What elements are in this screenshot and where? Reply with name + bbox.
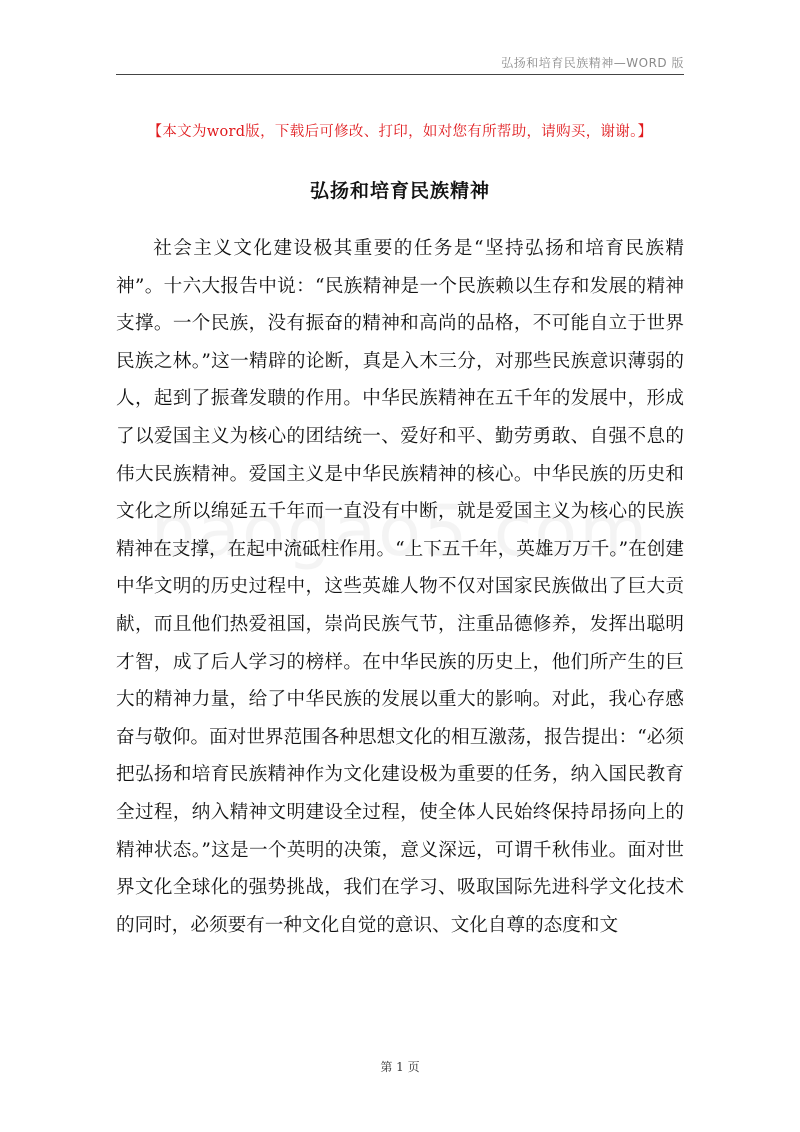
document-title: 弘扬和培育民族精神 xyxy=(309,180,490,202)
page-number: 第 1 页 xyxy=(380,1060,420,1074)
running-header: 弘扬和培育民族精神—WORD 版 xyxy=(501,56,684,70)
download-notice: 【本文为word版，下载后可修改、打印，如对您有所帮助，请购买，谢谢。】 xyxy=(147,124,653,140)
header-divider xyxy=(116,74,684,75)
body-paragraph: 社会主义文化建设极其重要的任务是“坚持弘扬和培育民族精神”。十六大报告中说：“民族精神是一个民族赖以生存和发展的精神支撑。一个民族，没有振奋的精神和高尚的品格，不可能自立于世界民族之林。”这一精辟的论断，真是入木三分，对那些民族意识薄弱的人，起到了振聋发聩的作用。中华民族精神在五千年的发展中，形成了以爱国主义为核心的团结统一、爱好和平、勤劳勇敢、自强不息的伟大民族精神。爱国主义是中华民族精神的核心。中华民族的历史和文化之所以绵延五千年而一直没有中断，就是爱国主义为核心的民族精神在支撑，在起中流砥柱作用。“上下五千年，英雄万万千。”在创建中华文明的历史过程中，这些英雄人物不仅对国家民族做出了巨大贡献，而且他们热爱祖国，崇尚民族气节，注重品德修养，发挥出聪明才智，成了后人学习的榜样。在中华民族的历史上，他们所产生的巨大的精神力量，给了中华民族的发展以重大的影响。对此，我心存感奋与敬仰。面对世界范围各种思想文化的相互激荡，报告提出：“必须把弘扬和培育民族精神作为文化建设极为重要的任务，纳入国民教育全过程，纳入精神文明建设全过程，使全体人民始终保持昂扬向上的精神状态。”这是一个英明的决策，意义深远，可谓千秋伟业。面对世界文化全球化的强势挑战，我们在学习、吸取国际先进科学文化技术的同时，必须要有一种文化自觉的意识、文化自尊的态度和文 xyxy=(116,238,684,936)
